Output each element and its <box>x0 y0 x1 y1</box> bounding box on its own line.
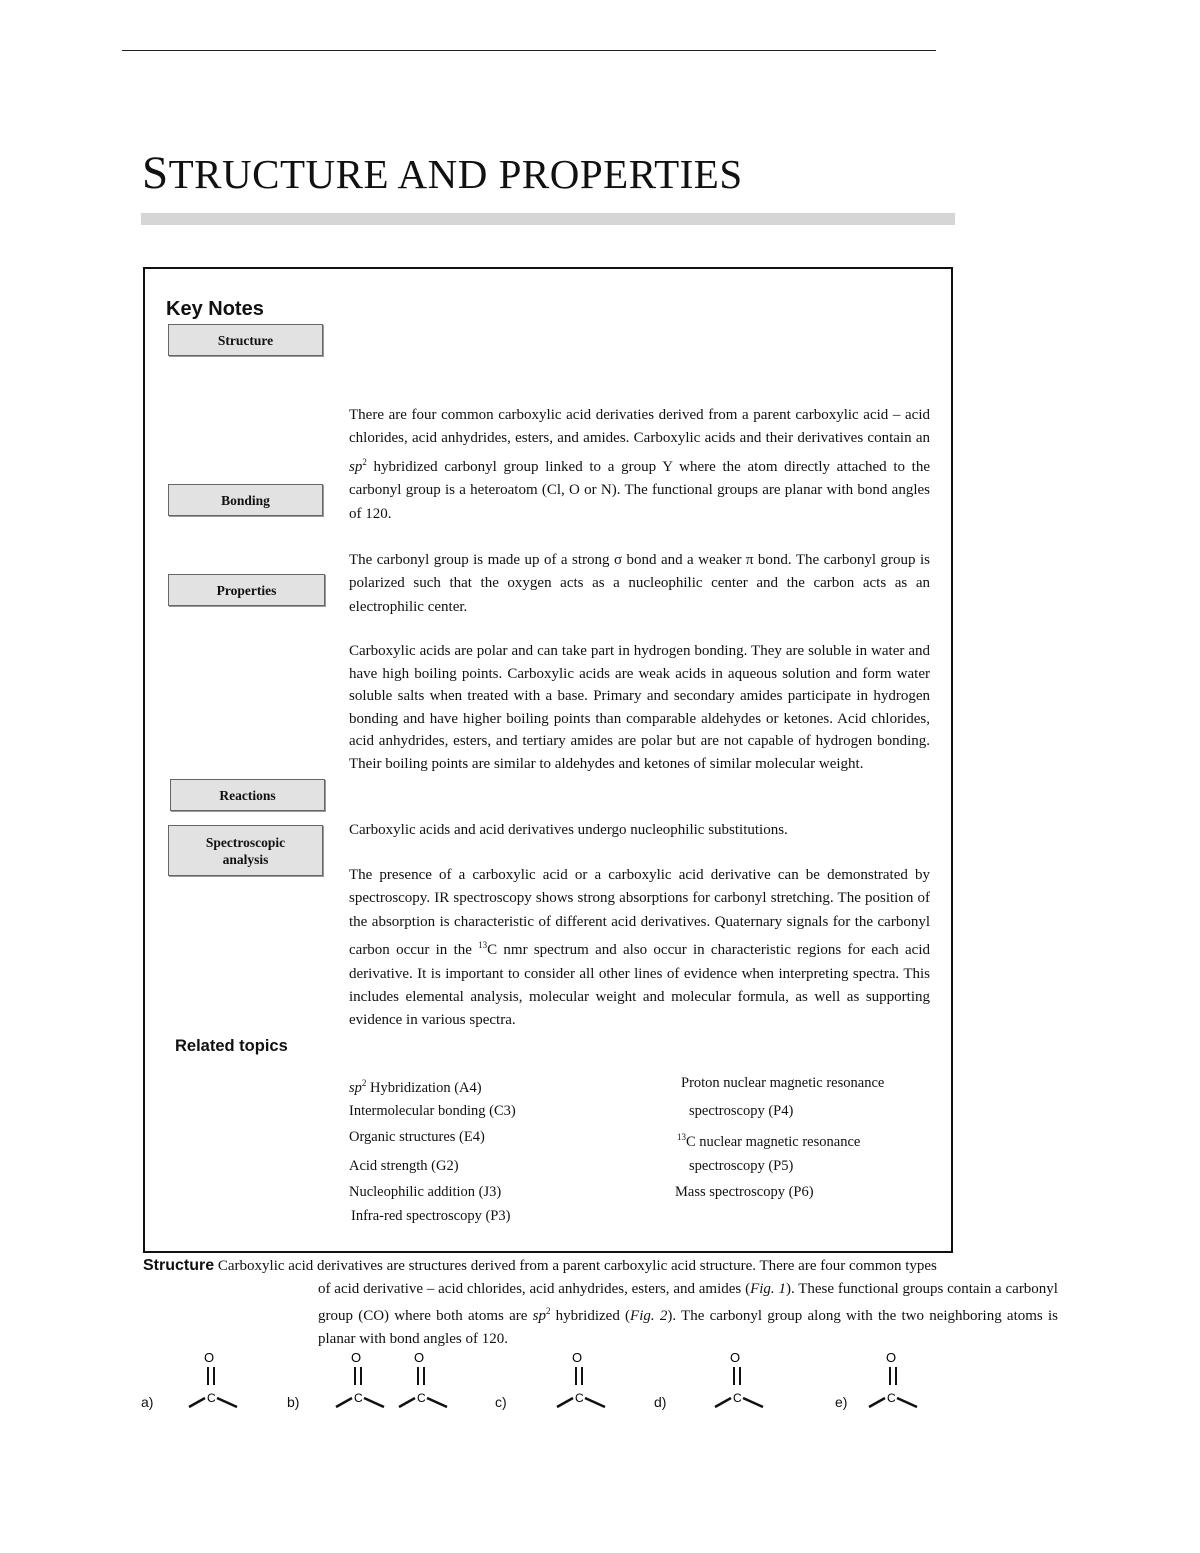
related-topic-c13-nmr[interactable] <box>677 1128 860 1151</box>
related-topics-heading: Related topics <box>175 1037 288 1055</box>
related-topic-intermolecular[interactable]: Intermolecular bonding (C3) <box>349 1103 516 1119</box>
oxygen-atom: O <box>730 1350 741 1365</box>
related-topic-infrared[interactable]: Infra-red spectroscopy (P3) <box>351 1208 511 1224</box>
oxygen-atom: O <box>351 1350 362 1365</box>
related-topic-acid-strength[interactable]: Acid strength (G2) <box>349 1158 459 1174</box>
figure-label-c: c) <box>495 1394 507 1410</box>
tab-reactions <box>170 779 325 811</box>
figure-label-b: b) <box>287 1394 300 1410</box>
note-bonding: The carbonyl group is made up of a strong σ bond and a weaker π bond. The carbonyl group is polarized such that the oxygen acts as a nucleophilic center and the carbon acts as an electrophilic center. <box>349 552 930 615</box>
title-underline-bar <box>141 213 955 225</box>
page-title <box>142 147 743 199</box>
related-topic-c13-nmr-cont[interactable]: spectroscopy (P5) <box>689 1158 794 1174</box>
related-topic-organic[interactable]: Organic structures (E4) <box>349 1129 485 1145</box>
structure-text-indent <box>143 1278 1058 1351</box>
figure-label-a: a) <box>141 1394 154 1410</box>
tab-reactions-label: Reactions <box>219 787 276 803</box>
related-c13-sup: 13 <box>677 1132 686 1142</box>
carbonyl-structure-a <box>185 1348 241 1410</box>
related-topic-mass-spec[interactable]: Mass spectroscopy (P6) <box>675 1184 814 1200</box>
page-title-rest: TRUCTURE AND PROPERTIES <box>168 151 743 197</box>
figure-label-e: e) <box>835 1394 848 1410</box>
carbonyl-structure-b2 <box>395 1348 451 1410</box>
carbon-atom: C <box>354 1391 363 1405</box>
note-structure-sp: sp <box>349 458 363 475</box>
structure-fig2-ref: Fig. 2 <box>630 1308 668 1325</box>
carbon-atom: C <box>887 1391 896 1405</box>
structure-section <box>143 1255 1058 1350</box>
note-spectro-sup: 13 <box>478 940 488 951</box>
oxygen-atom: O <box>204 1350 215 1365</box>
related-hybridization-text: Hybridization (A4) <box>366 1079 482 1096</box>
note-reactions: Carboxylic acids and acid derivatives undergo nucleophilic substitutions. <box>349 822 788 838</box>
carbon-atom: C <box>575 1391 584 1405</box>
note-structure <box>349 404 930 526</box>
note-structure-sup: 2 <box>362 456 367 467</box>
carbonyl-structure-b1 <box>332 1348 388 1410</box>
oxygen-atom: O <box>572 1350 583 1365</box>
page-title-initial: S <box>142 147 169 199</box>
carbon-atom: C <box>733 1391 742 1405</box>
tab-spectroscopic-label-line2: analysis <box>222 851 269 867</box>
carbonyl-structure-d <box>711 1348 767 1410</box>
note-structure-text-b: hybridized carbonyl group linked to a group Y where the atom directly attached to the carbonyl group is a heteroatom (Cl, O or N). The functional groups are planar with bond angles of 120. <box>349 458 930 522</box>
tab-structure-label: Structure <box>217 332 274 348</box>
tab-spectroscopic-label-line1: Spectroscopic <box>205 834 286 850</box>
structure-label: Structure <box>143 1257 215 1274</box>
structure-text-a: Carboxylic acid derivatives are structures derived from a parent carboxylic acid structure. There are four common types <box>214 1258 937 1274</box>
structure-text-c: ). These functional groups contain a carbonyl group (CO) where both atoms are <box>318 1280 1058 1325</box>
figure-label-d: d) <box>654 1394 667 1410</box>
related-topic-proton-nmr[interactable]: Proton nuclear magnetic resonance <box>681 1075 885 1091</box>
structure-sp: sp <box>532 1308 546 1325</box>
tab-spectroscopic-analysis <box>168 825 323 876</box>
related-topic-sp2-hybridization[interactable] <box>349 1074 482 1097</box>
carbonyl-structure-c <box>553 1348 609 1410</box>
note-structure-text-a: There are four common carboxylic acid derivaties derived from a parent carboxylic acid – acid chlorides, acid anhydrides, esters, and amides. Carboxylic acids and their derivatives contain an <box>349 407 930 447</box>
related-topic-proton-nmr-cont[interactable]: spectroscopy (P4) <box>689 1103 794 1119</box>
tab-structure <box>168 324 323 356</box>
oxygen-atom: O <box>886 1350 897 1365</box>
related-c13-text: C nuclear magnetic resonance <box>686 1133 861 1150</box>
tab-bonding-label: Bonding <box>221 492 270 508</box>
related-sp: sp <box>349 1079 362 1096</box>
structure-text-b: of acid derivative – acid chlorides, acid anhydrides, esters, and amides ( <box>318 1280 751 1297</box>
structure-fig1-ref: Fig. 1 <box>750 1280 786 1297</box>
note-properties: Carboxylic acids are polar and can take part in hydrogen bonding. They are soluble in water and have high boiling points. Carboxylic acids are weak acids in aqueous solution and form water soluble salts when treated with a base. Primary and secondary amides participate in hydrogen bonding and have higher boiling points than comparable aldehydes or ketones. Acid chlorides, acid anhydrides, esters, and tertiary amides are polar but are not capable of hydrogen bonding. Their boiling points are similar to aldehydes and ketones of similar molecular weight. <box>349 643 930 772</box>
top-rule <box>122 50 936 51</box>
carbon-atom: C <box>417 1391 426 1405</box>
carbon-atom: C <box>207 1391 216 1405</box>
tab-properties-label: Properties <box>216 582 277 598</box>
tab-bonding <box>168 484 323 516</box>
structure-sup: 2 <box>545 1306 551 1317</box>
tab-properties <box>168 574 325 606</box>
related-sp-sup: 2 <box>361 1078 367 1088</box>
related-topic-nucleophilic[interactable]: Nucleophilic addition (J3) <box>349 1184 502 1200</box>
structure-text-e: ). The carbonyl group along with the two neighboring atoms is planar with bond angles of 120. <box>318 1308 1058 1347</box>
note-spectro-text-a: The presence of a carboxylic acid or a carboxylic acid derivative can be demonstrated by spectroscopy. IR spectroscopy shows strong absorptions for carbonyl stretching. The position of the absorption is characteristic of different acid derivatives. Quaternary signals for the carbonyl carbon occur in the <box>349 867 930 959</box>
note-spectroscopic <box>349 864 930 1033</box>
key-notes-heading: Key Notes <box>166 298 264 320</box>
carbonyl-structure-e <box>865 1348 921 1410</box>
structure-text-d: hybridized ( <box>550 1308 631 1325</box>
oxygen-atom: O <box>414 1350 425 1365</box>
note-spectro-text-b: C nmr spectrum and also occur in characteristic regions for each acid derivative. It is important to consider all other lines of evidence when interpreting spectra. This includes elemental analysis, molecular weight and molecular formula, as well as supporting evidence in various spectra. <box>349 942 930 1029</box>
